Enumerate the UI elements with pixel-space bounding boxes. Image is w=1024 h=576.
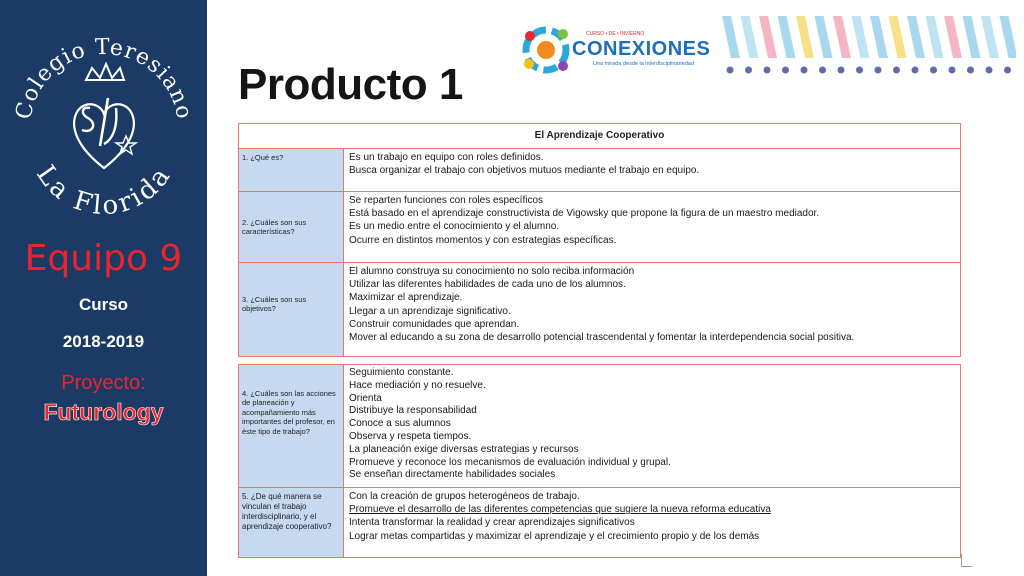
- decorative-stripes-icon: [716, 12, 1016, 80]
- question-cell: 1. ¿Qué es?: [239, 149, 344, 192]
- answer-cell: [344, 488, 961, 558]
- decorative-stripe: [870, 16, 888, 58]
- answer-line: Es un medio entre el conocimiento y el alumno.: [349, 221, 560, 233]
- question-cell: 3. ¿Cuáles son sus objetivos?: [239, 263, 344, 357]
- table-row: [239, 365, 961, 488]
- decorative-stripe: [815, 16, 833, 58]
- decorative-stripe: [889, 16, 907, 58]
- team-name: Equipo 9: [24, 238, 183, 279]
- answer-line: Busca organizar el trabajo con objetivos mutuos mediante el trabajo en equipo.: [349, 165, 700, 177]
- course-label: Curso: [78, 295, 129, 314]
- decorative-stripe: [963, 16, 981, 58]
- answer-line: Llegar a un aprendizaje significativo.: [349, 305, 511, 317]
- answer-line: Utilizar las diferentes habilidades de cada uno de los alumnos.: [349, 279, 626, 291]
- answer-line: Hace mediación y no resuelve.: [349, 379, 486, 391]
- answer-line: Intenta transformar la realidad y crear aprendizajes significativos: [349, 517, 635, 529]
- answer-line: Se enseñan directamente habilidades sociales: [349, 469, 556, 481]
- decorative-stripe: [741, 16, 759, 58]
- decorative-dot: [912, 67, 919, 74]
- brand-name: CONEXIONES: [572, 38, 711, 60]
- brand-subtitle: Una mirada desde la interdisciplinariedad: [593, 61, 694, 67]
- answer-line: Observa y respeta tiempos.: [349, 430, 472, 442]
- course-years: 2018-2019: [62, 332, 145, 351]
- school-crest-logo: [8, 18, 198, 218]
- answer-line: Promueve el desarrollo de las diferentes competencias que sugiere la nueva reforma educativa: [349, 504, 771, 516]
- decorative-dot: [949, 67, 956, 74]
- answer-line: Lograr metas compartidas y maximizar el aprendizaje y el crecimiento propio y de los demás: [349, 530, 760, 542]
- question-cell: 5. ¿De qué manera se vinculan el trabajo interdisciplinario, y el aprendizaje cooperativo?: [239, 488, 344, 558]
- decorative-stripe: [926, 16, 944, 58]
- page-title: Producto 1: [238, 60, 463, 109]
- question-cell: 2. ¿Cuáles son sus características?: [239, 192, 344, 263]
- answer-line: Construir comunidades que aprendan.: [349, 318, 520, 330]
- decorative-dot: [856, 67, 863, 74]
- answer-cell: [344, 365, 961, 488]
- table-row: [239, 149, 961, 192]
- answer-cell: [344, 263, 961, 357]
- decorative-dot: [801, 67, 808, 74]
- answer-cell: [344, 149, 961, 192]
- answer-line: Orienta: [349, 392, 382, 404]
- decorative-stripe: [759, 16, 777, 58]
- decorative-stripe: [981, 16, 999, 58]
- decorative-dot: [986, 67, 993, 74]
- answer-line: Ocurre en distintos momentos y con estrategias específicas.: [349, 234, 617, 246]
- answer-line: La planeación exige diversas estrategias y recursos: [349, 443, 579, 455]
- answer-cell: [344, 192, 961, 263]
- project-label: Proyecto:: [61, 372, 146, 394]
- answers-table-bottom: [238, 364, 961, 558]
- answer-line: Mover al educando a su zona de desarrollo potencial trascendental y fomentar la interdependencia social positiva.: [349, 331, 855, 343]
- decorative-dot: [838, 67, 845, 74]
- decorative-stripe: [796, 16, 814, 58]
- answer-line: Maximizar el aprendizaje.: [349, 292, 463, 304]
- answer-line: Seguimiento constante.: [349, 367, 454, 378]
- decorative-dot: [745, 67, 752, 74]
- answer-line: Está basado en el aprendizaje constructivista de Vigowsky que propone la figura de un maestro mediador.: [349, 208, 820, 220]
- table-title: El Aprendizaje Cooperativo: [238, 123, 961, 149]
- decorative-dot: [967, 67, 974, 74]
- school-name-bottom: La Florida: [30, 160, 178, 218]
- school-name-top: Colegio Teresiano: [11, 34, 197, 122]
- project-name: Futurology: [43, 399, 164, 425]
- table-row: [239, 263, 961, 357]
- answers-table-top: [238, 148, 961, 357]
- sidebar: [0, 0, 207, 576]
- svg-text:Colegio Teresiano: [11, 35, 196, 122]
- decorative-dot: [930, 67, 937, 74]
- decorative-dot: [1004, 67, 1011, 74]
- question-cell: 4. ¿Cuáles son las acciones de planeación y acompañamiento más importantes del profesor, en éste tipo de trabajo?: [239, 365, 344, 488]
- decorative-stripe: [722, 16, 740, 58]
- decorative-stripe: [907, 16, 925, 58]
- decorative-stripe: [944, 16, 962, 58]
- table-row: [239, 488, 961, 558]
- answer-line: El alumno construya su conocimiento no solo reciba información: [349, 266, 635, 277]
- decorative-dot: [893, 67, 900, 74]
- answer-line: Promueve y reconoce los mecanismos de evaluación individual y grupal.: [349, 456, 671, 468]
- answer-line: Con la creación de grupos heterogéneos de trabajo.: [349, 491, 580, 502]
- decorative-stripe: [1000, 16, 1017, 58]
- answer-line: Es un trabajo en equipo con roles definidos.: [349, 152, 544, 163]
- answer-line: Se reparten funciones con roles específicos: [349, 195, 543, 206]
- decorative-dot: [819, 67, 826, 74]
- answer-line: Distribuye la responsabilidad: [349, 405, 477, 417]
- slide-corner-mark: [961, 554, 972, 567]
- decorative-dot: [782, 67, 789, 74]
- decorative-stripe: [778, 16, 796, 58]
- table-row: [239, 192, 961, 263]
- decorative-dot: [727, 67, 734, 74]
- decorative-dot: [875, 67, 882, 74]
- decorative-dot: [764, 67, 771, 74]
- decorative-stripe: [833, 16, 851, 58]
- answer-line: Conoce a sus alumnos: [349, 418, 451, 430]
- brand-tagline-top: CURSO • DE • INVIERNO: [586, 31, 645, 37]
- decorative-stripe: [852, 16, 870, 58]
